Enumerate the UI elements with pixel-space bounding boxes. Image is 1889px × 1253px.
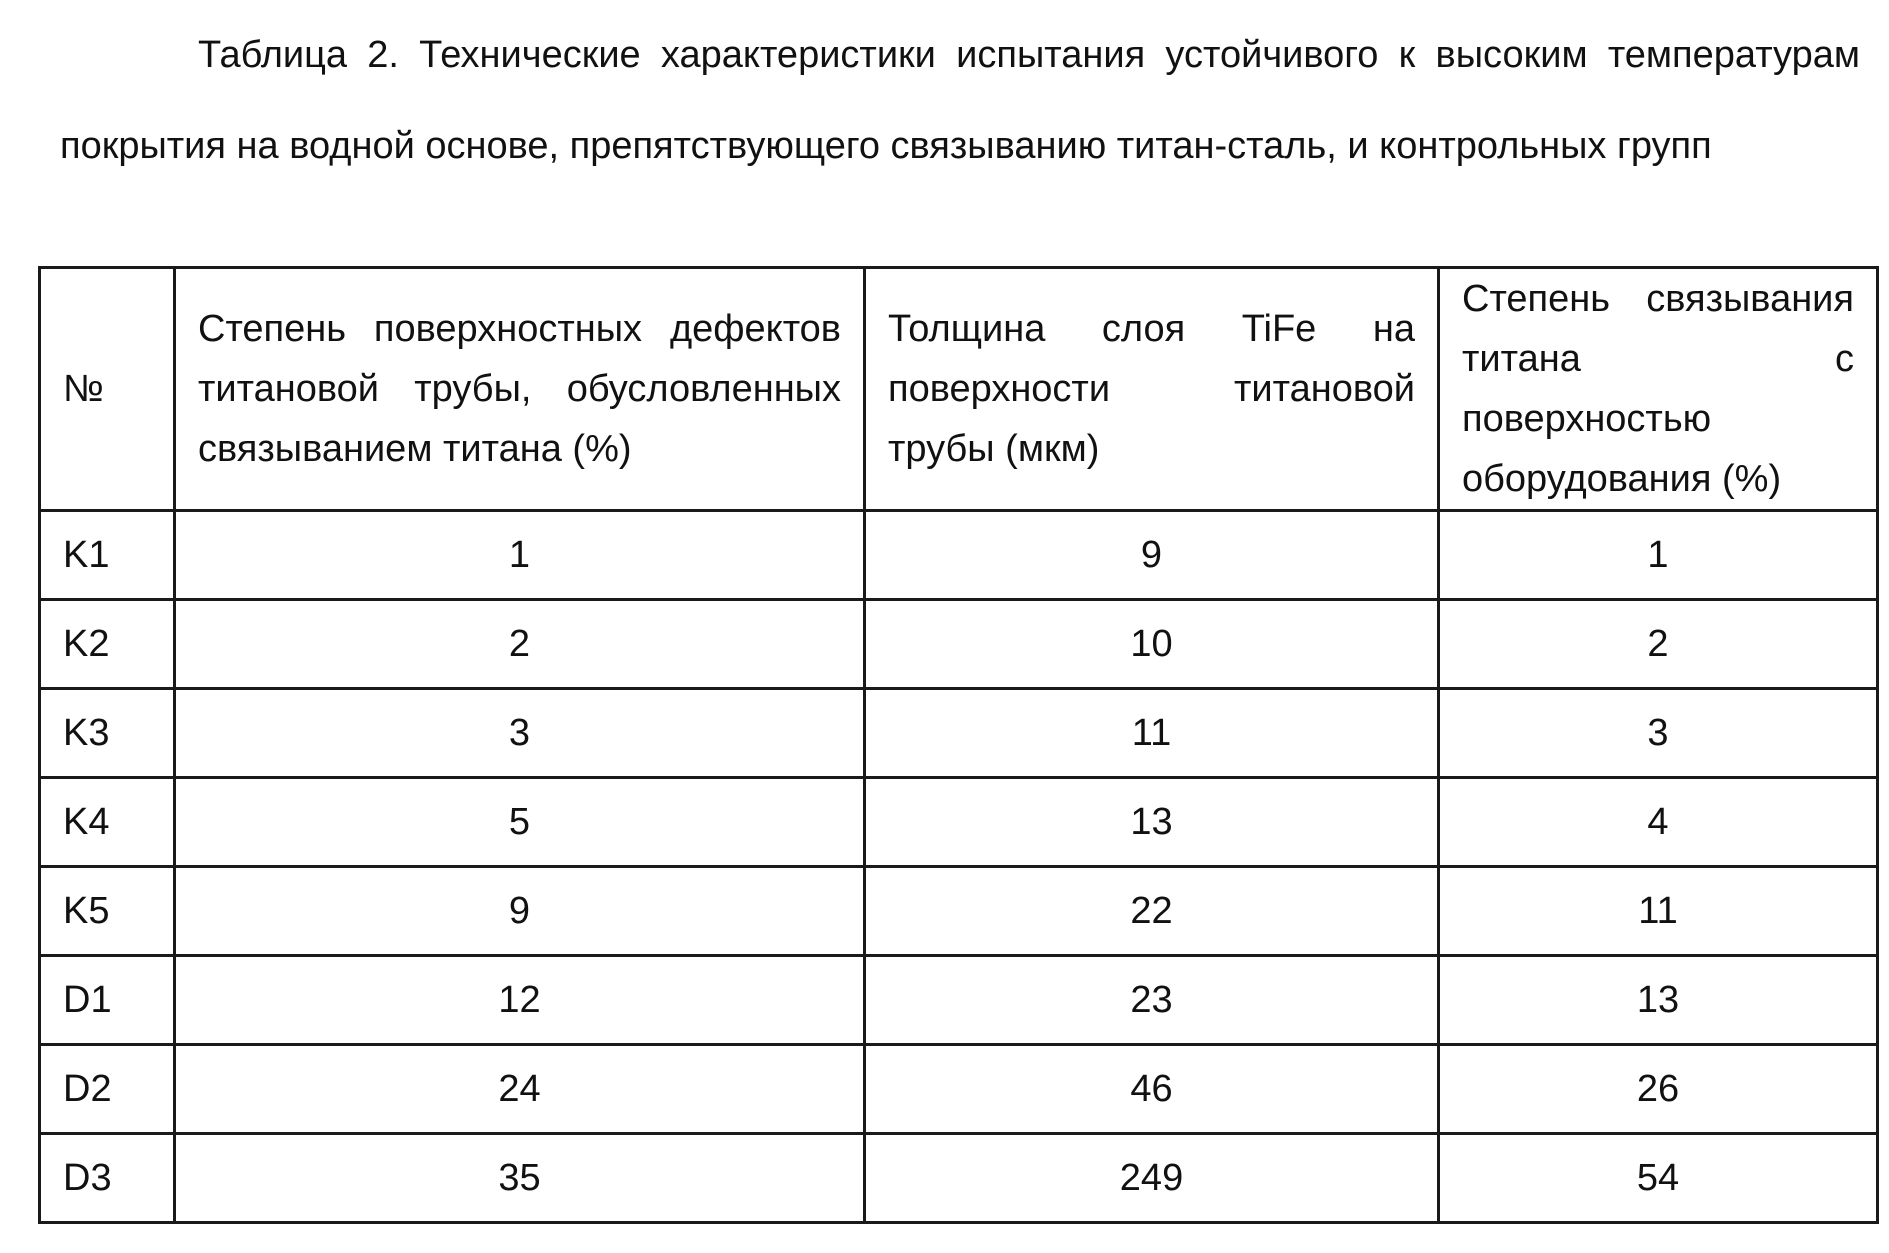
cell-tife-thickness: 9 [865, 511, 1439, 600]
cell-bonding-degree: 11 [1439, 867, 1878, 956]
cell-bonding-degree: 13 [1439, 956, 1878, 1045]
cell-sample-id: D2 [40, 1045, 175, 1134]
cell-surface-defects: 35 [175, 1134, 865, 1223]
table-row [40, 1045, 1878, 1134]
cell-tife-thickness: 10 [865, 600, 1439, 689]
header-bonding-degree: Степень связывания титана с поверхностью оборудования (%) [1439, 268, 1878, 511]
cell-surface-defects: 5 [175, 778, 865, 867]
table-row [40, 689, 1878, 778]
cell-tife-thickness: 13 [865, 778, 1439, 867]
cell-surface-defects: 24 [175, 1045, 865, 1134]
header-tife-thickness: Толщина слоя TiFe на поверхности титановой трубы (мкм) [865, 268, 1439, 511]
cell-surface-defects: 1 [175, 511, 865, 600]
table-row [40, 600, 1878, 689]
cell-tife-thickness: 46 [865, 1045, 1439, 1134]
cell-surface-defects: 9 [175, 867, 865, 956]
cell-sample-id: K1 [40, 511, 175, 600]
cell-tife-thickness: 23 [865, 956, 1439, 1045]
table-row [40, 956, 1878, 1045]
cell-tife-thickness: 11 [865, 689, 1439, 778]
cell-sample-id: K4 [40, 778, 175, 867]
cell-sample-id: K2 [40, 600, 175, 689]
cell-bonding-degree: 3 [1439, 689, 1878, 778]
cell-bonding-degree: 2 [1439, 600, 1878, 689]
cell-sample-id: K3 [40, 689, 175, 778]
header-number: № [40, 268, 175, 511]
table-row [40, 511, 1878, 600]
table-caption: Таблица 2. Технические характеристики испытания устойчивого к высоким температурам покрытия на водной основе, препятствующего связыванию титан-сталь, и контрольных групп [60, 34, 1860, 167]
cell-bonding-degree: 4 [1439, 778, 1878, 867]
cell-surface-defects: 3 [175, 689, 865, 778]
table-header-row [40, 268, 1878, 511]
cell-tife-thickness: 249 [865, 1134, 1439, 1223]
header-surface-defects: Степень поверхностных дефектов титановой трубы, обусловленных связыванием титана (%) [175, 268, 865, 511]
cell-sample-id: D3 [40, 1134, 175, 1223]
cell-tife-thickness: 22 [865, 867, 1439, 956]
cell-surface-defects: 12 [175, 956, 865, 1045]
table-row [40, 1134, 1878, 1223]
cell-bonding-degree: 54 [1439, 1134, 1878, 1223]
cell-sample-id: D1 [40, 956, 175, 1045]
cell-surface-defects: 2 [175, 600, 865, 689]
table-row [40, 867, 1878, 956]
data-table [38, 266, 1879, 1224]
cell-bonding-degree: 1 [1439, 511, 1878, 600]
cell-bonding-degree: 26 [1439, 1045, 1878, 1134]
cell-sample-id: K5 [40, 867, 175, 956]
table-row [40, 778, 1878, 867]
